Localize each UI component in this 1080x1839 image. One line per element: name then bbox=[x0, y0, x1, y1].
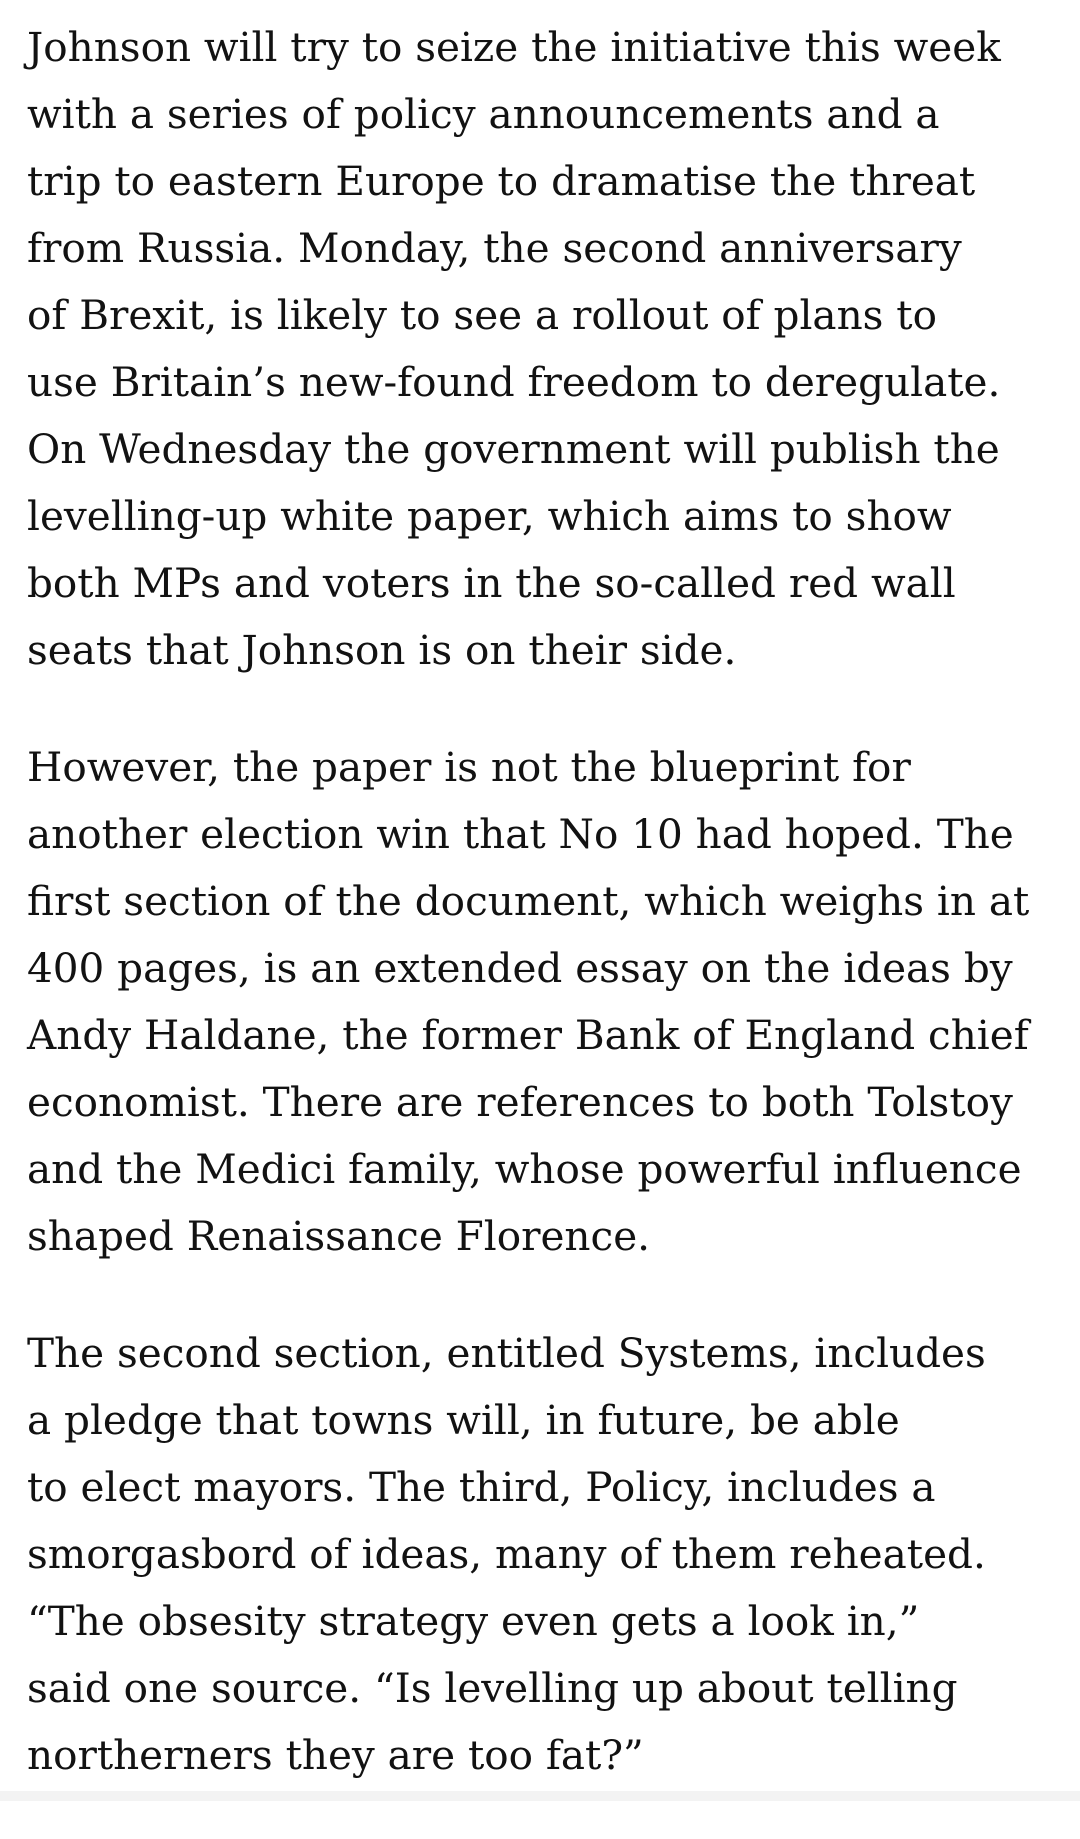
text-line: economist. There are references to both Tolstoy bbox=[27, 1078, 1013, 1126]
text-line: On Wednesday the government will publish the bbox=[27, 425, 1000, 473]
text-line: levelling-up white paper, which aims to show bbox=[27, 492, 952, 540]
text-line: and the Medici family, whose powerful influence bbox=[27, 1145, 1022, 1193]
text-line: However, the paper is not the blueprint for bbox=[27, 743, 911, 791]
text-line: seats that Johnson is on their side. bbox=[27, 626, 737, 674]
text-line: 400 pages, is an extended essay on the ideas by bbox=[27, 944, 1013, 992]
text-line: shaped Renaissance Florence. bbox=[27, 1212, 651, 1260]
text-line: use Britain’s new-found freedom to deregulate. bbox=[27, 358, 1001, 406]
text-line: The second section, entitled Systems, includes bbox=[27, 1329, 986, 1377]
text-line: a pledge that towns will, in future, be able bbox=[27, 1396, 900, 1444]
paragraph-1 bbox=[27, 14, 1057, 684]
text-line: to elect mayors. The third, Policy, includes a bbox=[27, 1463, 936, 1511]
text-line: of Brexit, is likely to see a rollout of plans to bbox=[27, 291, 937, 339]
text-line: “The obsesity strategy even gets a look in,” bbox=[27, 1597, 920, 1645]
article-body bbox=[27, 14, 1057, 1839]
text-line: Johnson will try to seize the initiative this week bbox=[27, 23, 1001, 71]
text-line: first section of the document, which weighs in at bbox=[27, 877, 1030, 925]
text-line: smorgasbord of ideas, many of them reheated. bbox=[27, 1530, 986, 1578]
text-line: Andy Haldane, the former Bank of England chief bbox=[27, 1011, 1029, 1059]
text-line: with a series of policy announcements and a bbox=[27, 90, 940, 138]
paragraph-3 bbox=[27, 1320, 1057, 1789]
paragraph-2 bbox=[27, 734, 1057, 1270]
text-line: said one source. “Is levelling up about telling bbox=[27, 1664, 958, 1712]
text-line: both MPs and voters in the so-called red wall bbox=[27, 559, 956, 607]
bottom-divider bbox=[0, 1791, 1080, 1801]
text-line: another election win that No 10 had hoped. The bbox=[27, 810, 1014, 858]
text-line: trip to eastern Europe to dramatise the threat bbox=[27, 157, 976, 205]
text-line: northerners they are too fat?” bbox=[27, 1731, 644, 1779]
text-line: from Russia. Monday, the second anniversary bbox=[27, 224, 962, 272]
